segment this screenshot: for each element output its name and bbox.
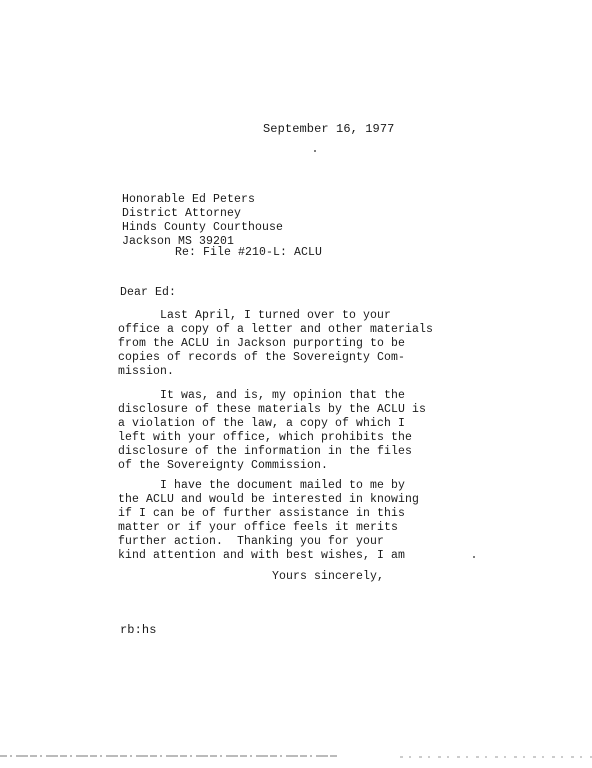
scan-speck	[473, 556, 475, 558]
paragraph-3-line: kind attention and with best wishes, I am	[118, 549, 406, 562]
paragraph-1-line: copies of records of the Sovereignty Com-	[118, 351, 406, 364]
recipient-street: Hinds County Courthouse	[122, 221, 284, 234]
reference-line: Re: File #210-L: ACLU	[175, 246, 323, 259]
paragraph-2-line: of the Sovereignty Commission.	[118, 459, 329, 472]
paragraph-2-line: disclosure of these materials by the ACLU is	[118, 403, 427, 416]
paragraph-1-line: mission.	[118, 365, 175, 378]
scan-speck	[314, 150, 316, 152]
recipient-name: Honorable Ed Peters	[122, 193, 256, 206]
recipient-title: District Attorney	[122, 207, 242, 220]
paragraph-3-line: if I can be of further assistance in this	[118, 507, 406, 520]
paragraph-2-line: left with your office, which prohibits the	[118, 431, 413, 444]
paragraph-1-line: office a copy of a letter and other materials	[118, 323, 434, 336]
paragraph-3-line: further action. Thanking you for your	[118, 535, 385, 548]
paragraph-2-line: a violation of the law, a copy of which I	[118, 417, 406, 430]
paragraph-3-line: the ACLU and would be interested in knowing	[118, 493, 420, 506]
paragraph-3-line: I have the document mailed to me by	[118, 479, 406, 492]
paragraph-1-line: Last April, I turned over to your	[118, 309, 392, 322]
paragraph-2-line: disclosure of the information in the files	[118, 445, 413, 458]
letter-date: September 16, 1977	[263, 122, 395, 136]
closing: Yours sincerely,	[272, 570, 385, 583]
typist-initials: rb:hs	[120, 623, 157, 637]
paragraph-2-line: It was, and is, my opinion that the	[118, 389, 406, 402]
paragraph-3-line: matter or if your office feels it merits	[118, 521, 399, 534]
recipient-city: Jackson MS 39201	[122, 235, 235, 248]
salutation: Dear Ed:	[120, 286, 177, 299]
paragraph-1-line: from the ACLU in Jackson purporting to be	[118, 337, 406, 350]
scan-edge-noise	[0, 752, 592, 762]
